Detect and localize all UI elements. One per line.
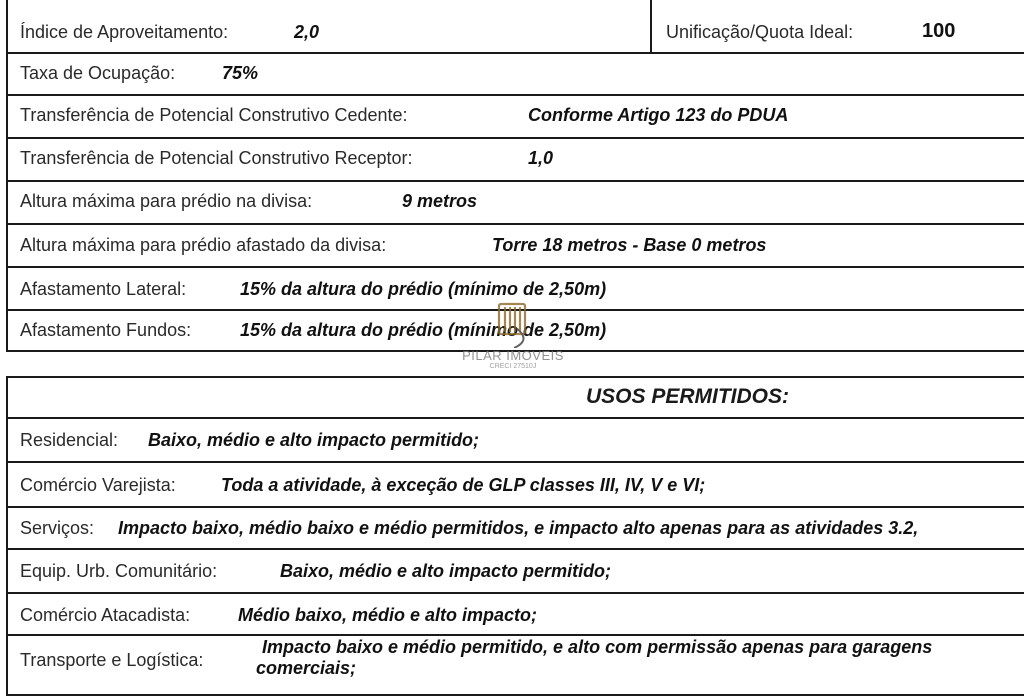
row-tpc-cedente [8,96,1024,139]
row-value: Torre 18 metros - Base 0 metros [492,235,767,255]
row-value: 2,0 [294,22,320,42]
row-equip-urb-comunitario [8,550,1024,594]
row-label: Índice de Aproveitamento: [20,22,229,42]
row-value-quota: 100 [922,20,956,42]
cell-divider [650,0,652,52]
row-value: Baixo, médio e alto impacto permitido; [148,430,480,450]
row-indice-aproveitamento [8,0,1024,54]
row-label: Comércio Atacadista: [20,605,191,625]
row-value-line2: comerciais; [256,658,357,678]
row-altura-afastado [8,225,1024,268]
row-value: Toda a atividade, à exceção de GLP classes III, IV, V e VI; [221,475,706,495]
row-comercio-varejista [8,463,1024,508]
row-value: 75% [222,63,259,83]
row-residencial [8,419,1024,463]
row-value: 15% da altura do prédio (mínimo de 2,50m) [240,320,607,340]
row-servicos [8,508,1024,550]
row-value: 9 metros [402,191,478,211]
row-value: Conforme Artigo 123 do PDUA [528,105,789,125]
row-label: Altura máxima para prédio na divisa: [20,191,313,211]
zoning-parameters-table [6,0,1024,352]
row-value: Impacto baixo e médio permitido, e alto com permissão apenas para garagens [262,637,933,657]
usos-permitidos-table [6,376,1024,696]
row-afastamento-lateral [8,268,1024,311]
row-label: Transferência de Potencial Construtivo Receptor: [20,148,413,168]
watermark-brand: PILAR IMOVEIS [462,348,564,363]
row-label: Taxa de Ocupação: [20,63,176,83]
row-transporte-logistica [8,636,1024,688]
row-value: 1,0 [528,148,554,168]
row-label: Comércio Varejista: [20,475,176,495]
row-label: Serviços: [20,518,95,538]
watermark-creci: CRECI 27510J [489,363,537,370]
row-taxa-ocupacao [8,54,1024,96]
row-comercio-atacadista [8,594,1024,636]
row-tpc-receptor [8,139,1024,182]
row-label: Afastamento Lateral: [20,279,187,299]
usos-title: USOS PERMITIDOS: [586,385,790,408]
row-label: Transferência de Potencial Construtivo Cedente: [20,105,408,125]
row-label: Residencial: [20,430,119,450]
row-afastamento-fundos [8,311,1024,350]
row-value: 15% da altura do prédio (mínimo de 2,50m) [240,279,607,299]
row-label: Transporte e Logística: [20,650,204,670]
row-value: Médio baixo, médio e alto impacto; [238,605,538,625]
row-label: Altura máxima para prédio afastado da divisa: [20,235,387,255]
row-label: Equip. Urb. Comunitário: [20,561,218,581]
row-altura-divisa [8,182,1024,225]
usos-header-row [8,378,1024,419]
row-label-quota: Unificação/Quota Ideal: [666,22,854,42]
row-value: Impacto baixo, médio baixo e médio permitidos, e impacto alto apenas para as atividades 3.2, [118,518,919,538]
row-label: Afastamento Fundos: [20,320,192,340]
row-value: Baixo, médio e alto impacto permitido; [280,561,612,581]
